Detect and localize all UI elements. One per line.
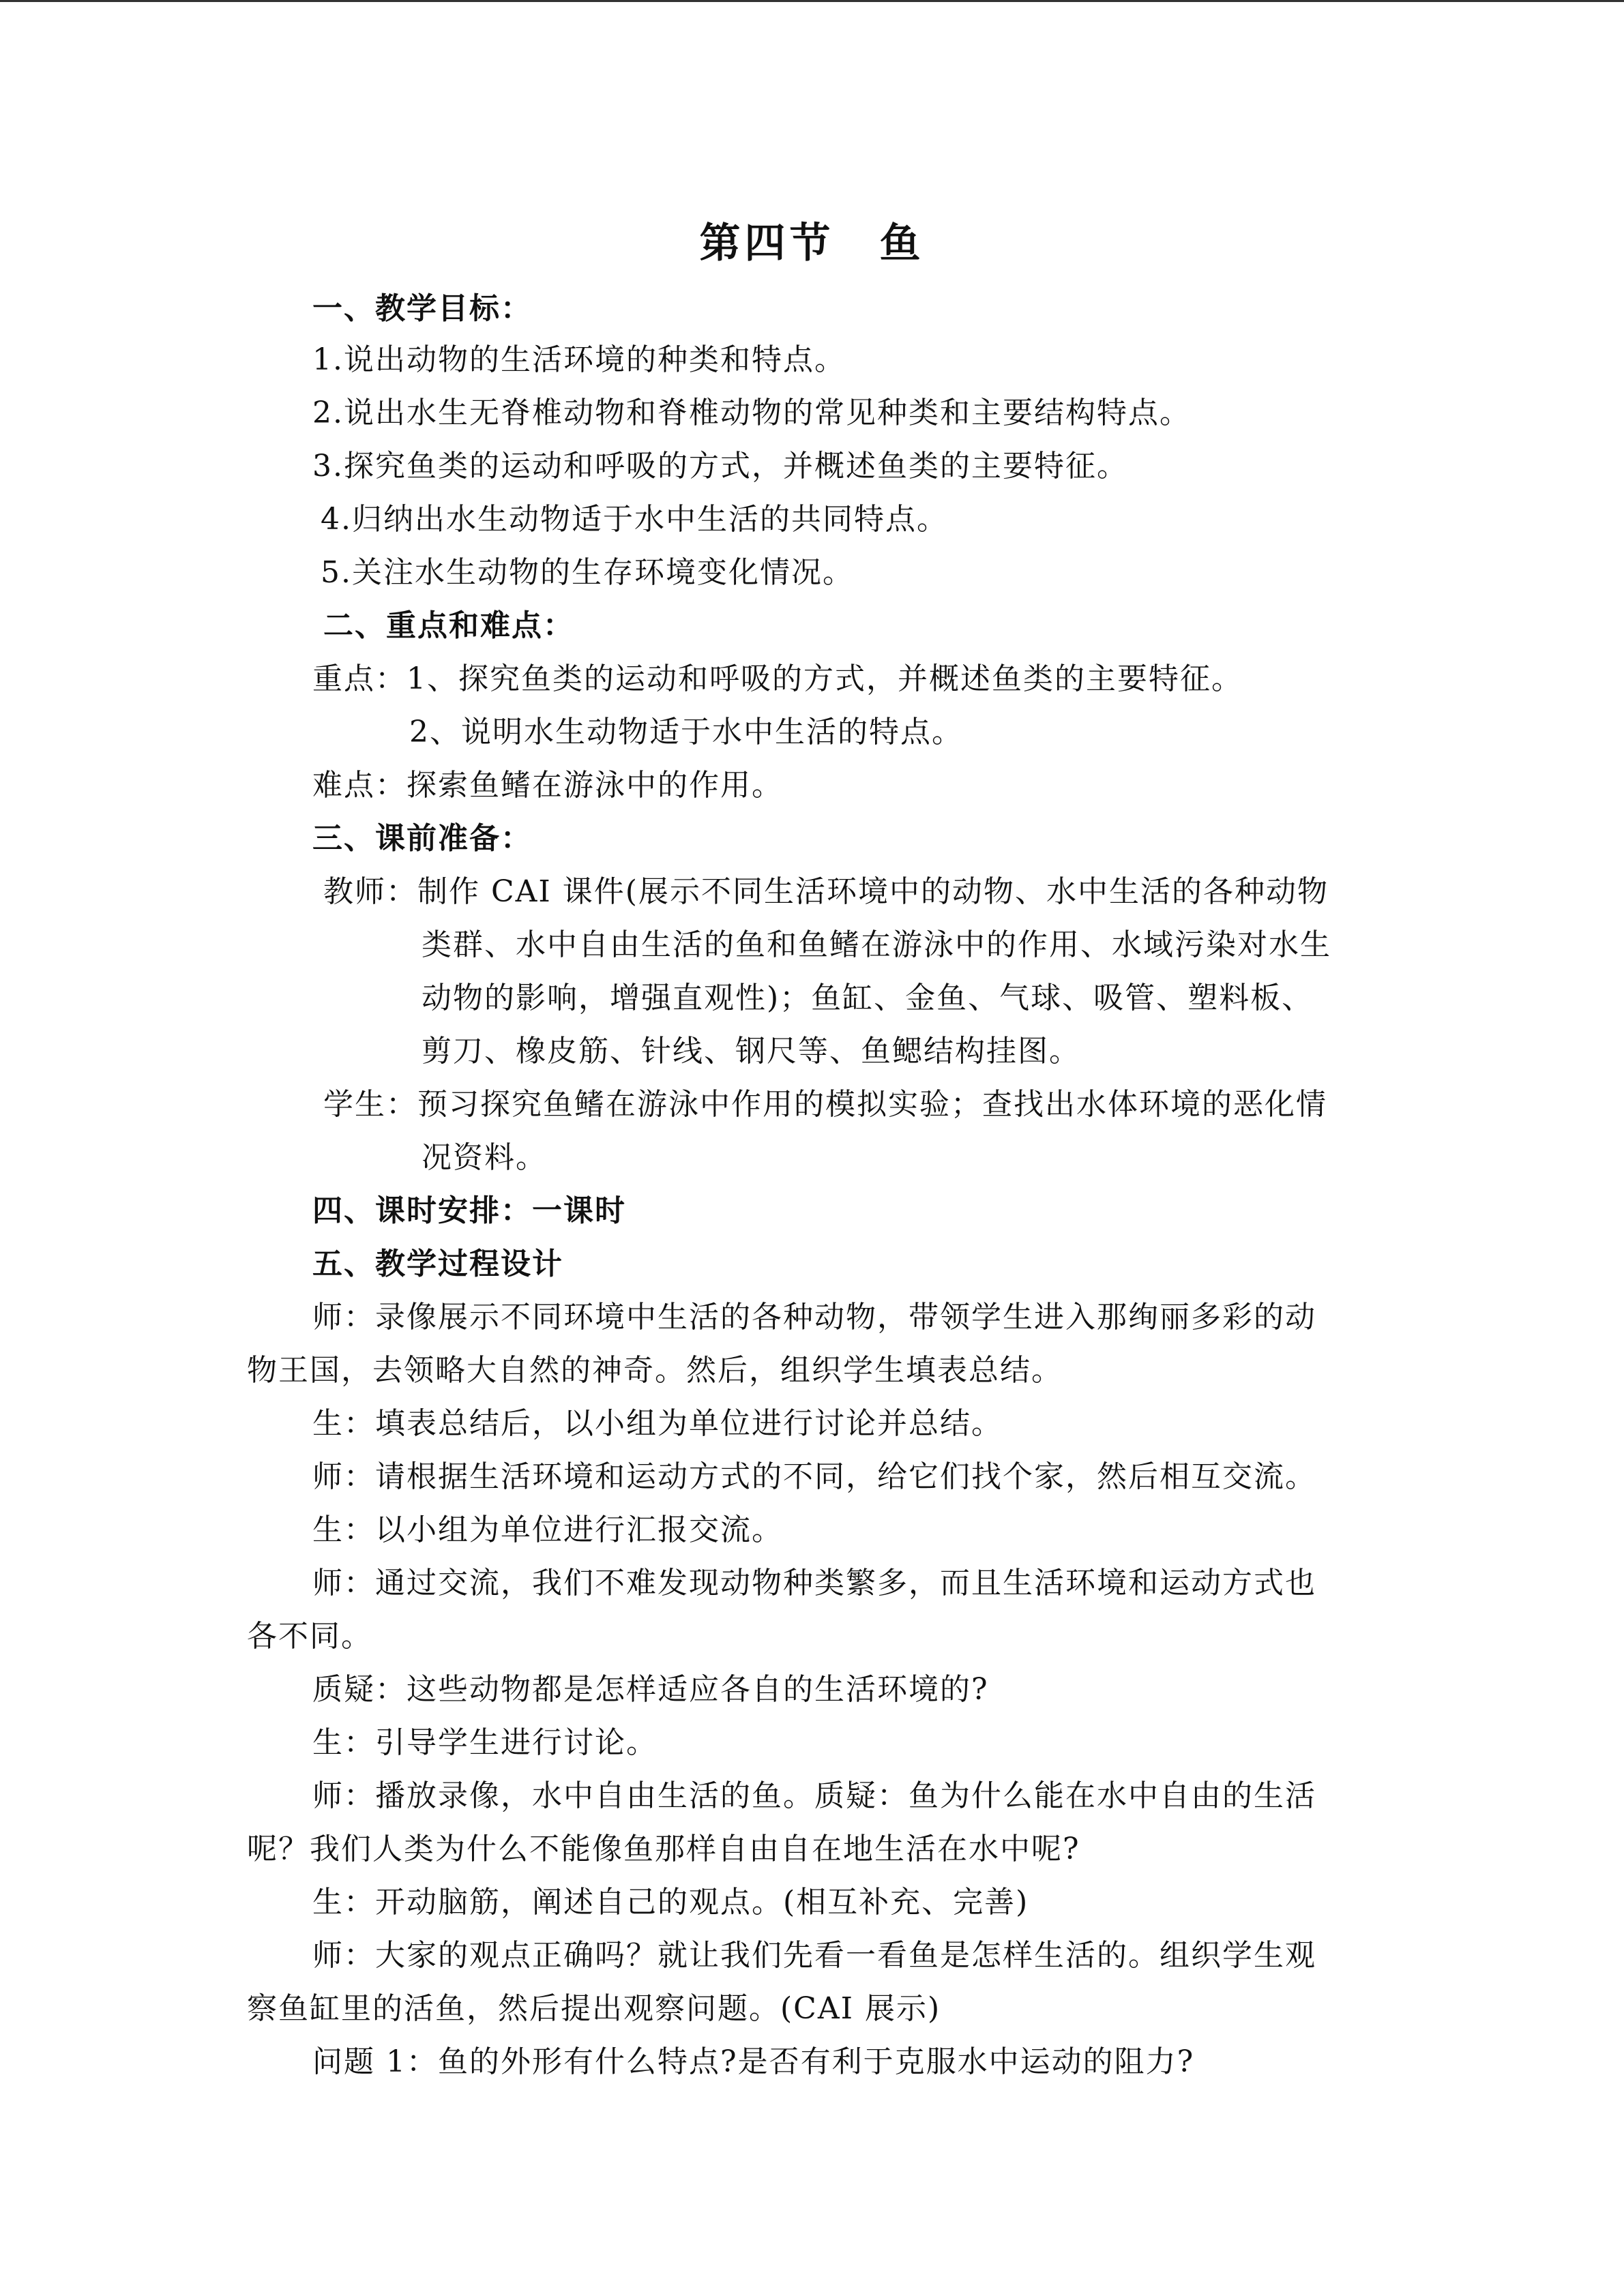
process-line: 察鱼缸里的活鱼，然后提出观察问题。(CAI 展示) [247, 1991, 941, 2026]
process-heading: 五、教学过程设计 [312, 1247, 563, 1281]
teacher-prep-line: 类群、水中自由生活的鱼和鱼鳍在游泳中的作用、水域污染对水生 [422, 927, 1331, 962]
process-line: 生：开动脑筋，阐述自己的观点。(相互补充、完善) [312, 1885, 1029, 1920]
teacher-prep-line: 剪刀、橡皮筋、针线、钢尺等、鱼鳃结构挂图。 [422, 1034, 1080, 1069]
student-prep-line: 学生：预习探究鱼鳍在游泳中作用的模拟实验；查找出水体环境的恶化情 [323, 1087, 1327, 1122]
process-line: 问题 1：鱼的外形有什么特点?是否有利于克服水中运动的阻力? [312, 2044, 1195, 2079]
process-line: 各不同。 [247, 1619, 372, 1654]
process-line: 生：以小组为单位进行汇报交流。 [312, 1512, 783, 1547]
student-prep-line: 况资料。 [422, 1140, 547, 1175]
process-line: 师：大家的观点正确吗？就让我们先看一看鱼是怎样生活的。组织学生观 [312, 1938, 1316, 1973]
objective-item: 3.探究鱼类的运动和呼吸的方式，并概述鱼类的主要特征。 [312, 449, 1128, 483]
objectives-heading: 一、教学目标： [312, 291, 532, 326]
preparation-heading: 三、课前准备： [312, 821, 532, 856]
process-line: 生：引导学生进行讨论。 [312, 1725, 658, 1760]
key-points-heading: 二、重点和难点： [323, 608, 574, 643]
page-title: 第四节 鱼 [699, 220, 925, 267]
process-line: 生：填表总结后，以小组为单位进行讨论并总结。 [312, 1406, 1003, 1441]
teacher-prep-line: 教师：制作 CAI 课件(展示不同生活环境中的动物、水中生活的各种动物 [323, 874, 1329, 909]
process-line: 师：播放录像，水中自由生活的鱼。质疑：鱼为什么能在水中自由的生活 [312, 1778, 1316, 1813]
objective-item: 4.归纳出水生动物适于水中生活的共同特点。 [321, 502, 948, 537]
objective-item: 2.说出水生无脊椎动物和脊椎动物的常见种类和主要结构特点。 [312, 396, 1191, 430]
key-point: 重点：1、探究鱼类的运动和呼吸的方式，并概述鱼类的主要特征。 [312, 661, 1243, 696]
process-line: 质疑：这些动物都是怎样适应各自的生活环境的? [312, 1672, 989, 1707]
teacher-prep-line: 动物的影响，增强直观性)；鱼缸、金鱼、气球、吸管、塑料板、 [422, 981, 1314, 1015]
process-line: 师：请根据生活环境和运动方式的不同，给它们找个家，然后相互交流。 [312, 1459, 1316, 1494]
objective-item: 1.说出动物的生活环境的种类和特点。 [312, 342, 846, 377]
process-line: 师：通过交流，我们不难发现动物种类繁多，而且生活环境和运动方式也 [312, 1566, 1316, 1600]
process-line: 师：录像展示不同环境中生活的各种动物，带领学生进入那绚丽多彩的动 [312, 1300, 1316, 1335]
process-line: 呢？我们人类为什么不能像鱼那样自由自在地生活在水中呢? [247, 1832, 1080, 1866]
schedule-heading: 四、课时安排：一课时 [312, 1193, 626, 1228]
process-line: 物王国，去领略大自然的神奇。然后，组织学生填表总结。 [247, 1353, 1063, 1388]
difficulty-point: 难点：探索鱼鳍在游泳中的作用。 [312, 768, 783, 803]
key-point: 2、说明水生动物适于水中生活的特点。 [409, 715, 963, 749]
objective-item: 5.关注水生动物的生存环境变化情况。 [321, 555, 854, 590]
